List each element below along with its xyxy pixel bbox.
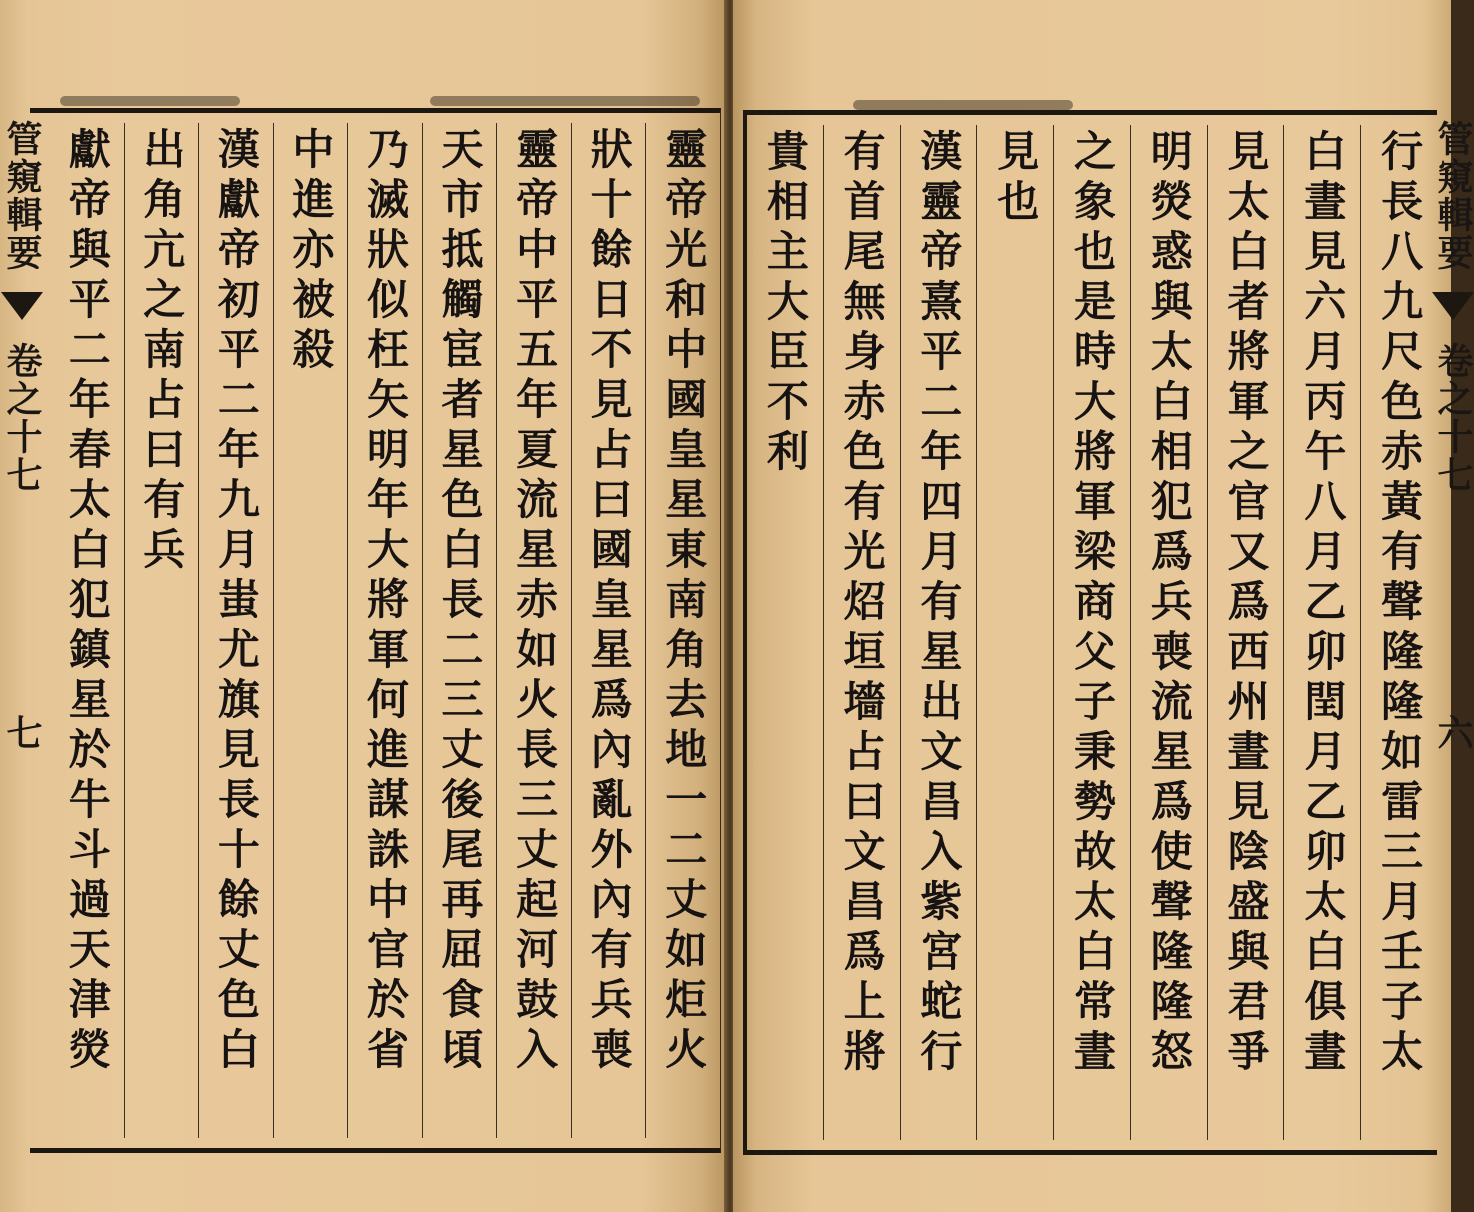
column-text: 漢靈帝熹平二年四月有星出文昌入紫宮蛇行	[914, 129, 964, 1079]
text-column	[422, 123, 497, 1138]
text-column	[124, 123, 199, 1138]
book-title: 管窺輯要	[1, 120, 43, 272]
text-column	[645, 123, 720, 1138]
right-page-text-frame	[743, 110, 1437, 1155]
left-page-text-frame	[30, 108, 721, 1153]
ink-smudge-top-right	[430, 96, 700, 106]
left-page	[0, 0, 727, 1212]
left-page-columns	[50, 123, 720, 1138]
column-text: 天市抵觸宦者星色白長二三丈後尾再屈食頃	[435, 127, 485, 1077]
volume-label: 卷之十七	[1432, 342, 1474, 494]
column-text: 見也	[991, 129, 1041, 229]
text-column	[1283, 125, 1360, 1140]
text-column	[1053, 125, 1130, 1140]
column-text: 中進亦被殺	[286, 127, 336, 377]
column-text: 見太白者將軍之官又爲西州晝見陰盛與君爭	[1221, 129, 1271, 1079]
column-text: 行長八九尺色赤黃有聲隆隆如雷三月壬子太	[1375, 129, 1425, 1079]
fishtail-mark-icon	[1432, 292, 1474, 320]
column-text: 明熒惑與太白相犯爲兵喪流星爲使聲隆隆怒	[1144, 129, 1194, 1079]
text-column	[1130, 125, 1207, 1140]
ink-smudge-top	[853, 100, 1073, 110]
text-column	[273, 123, 348, 1138]
column-text: 靈帝中平五年夏流星赤如火長三丈起河鼓入	[510, 127, 560, 1077]
column-text: 有首尾無身赤色有光炤垣墻占曰文昌爲上將	[837, 129, 887, 1079]
text-column	[571, 123, 646, 1138]
column-text: 漢獻帝初平二年九月蚩尤旗見長十餘丈色白	[211, 127, 261, 1077]
column-text: 貴相主大臣不利	[760, 129, 810, 479]
book-title: 管窺輯要	[1432, 120, 1474, 272]
text-column	[976, 125, 1053, 1140]
column-text: 獻帝與平二年春太白犯鎮星於牛斗過天津熒	[62, 127, 112, 1077]
text-column	[198, 123, 273, 1138]
column-text: 出角亢之南占曰有兵	[137, 127, 187, 577]
text-column	[347, 123, 422, 1138]
text-column	[900, 125, 977, 1140]
right-page-columns	[747, 125, 1437, 1140]
text-column	[747, 125, 823, 1140]
ink-smudge-top-left	[60, 96, 240, 106]
page-number: 六	[1432, 714, 1474, 752]
text-column	[1360, 125, 1437, 1140]
column-text: 白晝見六月丙午八月乙卯閏月乙卯太白俱晝	[1298, 129, 1348, 1079]
text-column	[50, 123, 124, 1138]
right-page-margin	[1433, 108, 1473, 1153]
column-text: 乃滅狀似枉矢明年大將軍何進謀誅中官於省	[360, 127, 410, 1077]
column-text: 之象也是時大將軍梁商父子秉勢故太白常晝	[1067, 129, 1117, 1079]
page-number: 七	[1, 714, 43, 752]
right-page	[733, 0, 1474, 1212]
column-text: 靈帝光和中國皇星東南角去地一二丈如炬火	[659, 127, 709, 1077]
column-text: 狀十餘日不見占曰國皇星爲內亂外內有兵喪	[584, 127, 634, 1077]
text-column	[496, 123, 571, 1138]
text-column	[1207, 125, 1284, 1140]
text-column	[823, 125, 900, 1140]
volume-label: 卷之十七	[1, 342, 43, 494]
